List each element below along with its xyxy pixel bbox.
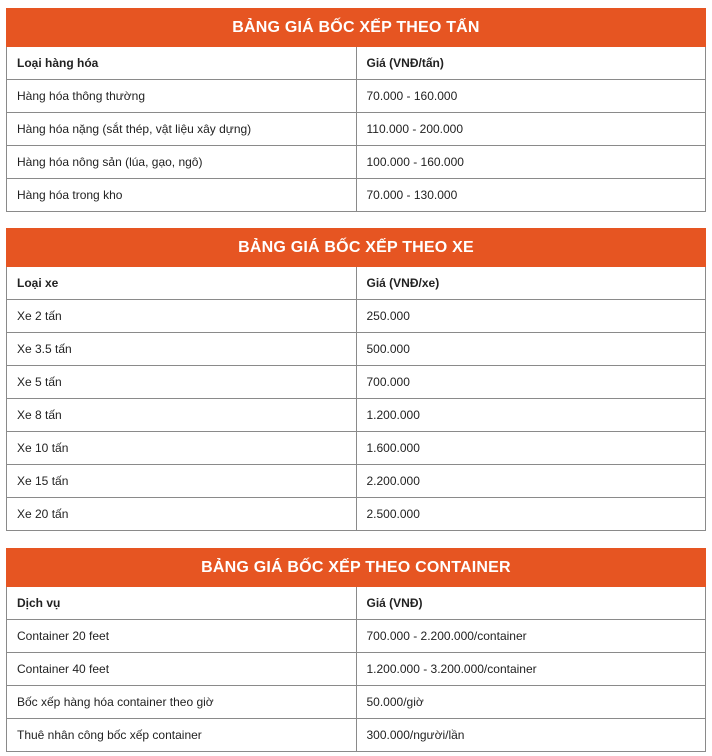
row-label: Hàng hóa nặng (sắt thép, vật liệu xây dựng)	[7, 113, 357, 146]
table-row	[7, 179, 706, 212]
table-row	[7, 653, 706, 686]
table-row	[7, 113, 706, 146]
table-row	[7, 498, 706, 531]
row-price: 1.200.000 - 3.200.000/container	[356, 653, 706, 686]
column-header-price: Giá (VNĐ)	[356, 587, 706, 620]
row-label: Hàng hóa thông thường	[7, 80, 357, 113]
column-header-price: Giá (VNĐ/tấn)	[356, 47, 706, 80]
column-header-cargo-type: Loại hàng hóa	[7, 47, 357, 80]
row-label: Xe 3.5 tấn	[7, 333, 357, 366]
row-label: Xe 15 tấn	[7, 465, 357, 498]
row-label: Xe 8 tấn	[7, 399, 357, 432]
row-label: Hàng hóa trong kho	[7, 179, 357, 212]
column-header-truck-type: Loại xe	[7, 267, 357, 300]
table-row	[7, 399, 706, 432]
row-price: 70.000 - 130.000	[356, 179, 706, 212]
row-label: Xe 20 tấn	[7, 498, 357, 531]
row-price: 50.000/giờ	[356, 686, 706, 719]
table-title: BẢNG GIÁ BỐC XẾP THEO TẤN	[7, 9, 706, 47]
row-label: Xe 10 tấn	[7, 432, 357, 465]
table-row	[7, 333, 706, 366]
table-header-row	[7, 267, 706, 300]
row-price: 700.000	[356, 366, 706, 399]
row-price: 300.000/người/lần	[356, 719, 706, 752]
table-row	[7, 300, 706, 333]
row-price: 100.000 - 160.000	[356, 146, 706, 179]
row-label: Container 20 feet	[7, 620, 357, 653]
price-table-by-truck	[6, 228, 706, 531]
table-row	[7, 432, 706, 465]
row-price: 1.200.000	[356, 399, 706, 432]
row-price: 110.000 - 200.000	[356, 113, 706, 146]
row-price: 2.500.000	[356, 498, 706, 531]
table-row	[7, 719, 706, 752]
row-price: 70.000 - 160.000	[356, 80, 706, 113]
table-row	[7, 366, 706, 399]
row-price: 250.000	[356, 300, 706, 333]
row-price: 500.000	[356, 333, 706, 366]
column-header-price: Giá (VNĐ/xe)	[356, 267, 706, 300]
row-label: Xe 2 tấn	[7, 300, 357, 333]
row-price: 700.000 - 2.200.000/container	[356, 620, 706, 653]
row-label: Hàng hóa nông sản (lúa, gạo, ngô)	[7, 146, 357, 179]
table-title: BẢNG GIÁ BỐC XẾP THEO CONTAINER	[7, 549, 706, 587]
table-row	[7, 146, 706, 179]
row-label: Xe 5 tấn	[7, 366, 357, 399]
table-row	[7, 465, 706, 498]
row-label: Thuê nhân công bốc xếp container	[7, 719, 357, 752]
price-table-by-container	[6, 548, 706, 752]
table-row	[7, 686, 706, 719]
table-row	[7, 620, 706, 653]
table-header-row	[7, 47, 706, 80]
table-row	[7, 80, 706, 113]
row-price: 1.600.000	[356, 432, 706, 465]
row-label: Bốc xếp hàng hóa container theo giờ	[7, 686, 357, 719]
row-label: Container 40 feet	[7, 653, 357, 686]
table-header-row	[7, 587, 706, 620]
column-header-service: Dịch vụ	[7, 587, 357, 620]
table-title: BẢNG GIÁ BỐC XẾP THEO XE	[7, 229, 706, 267]
row-price: 2.200.000	[356, 465, 706, 498]
price-table-by-ton	[6, 8, 706, 212]
